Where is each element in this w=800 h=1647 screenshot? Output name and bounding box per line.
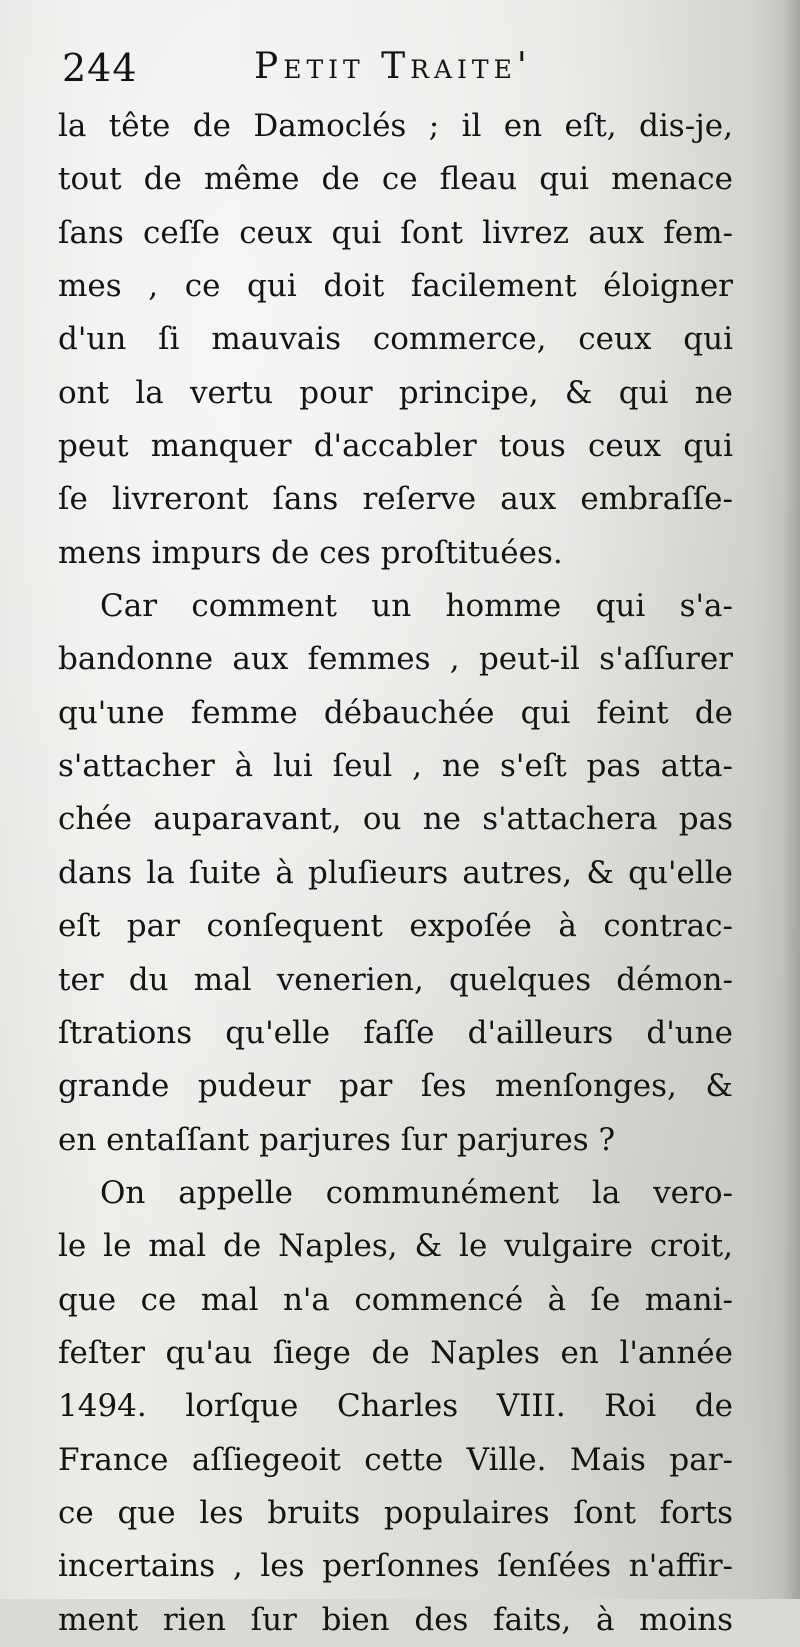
text-line: s'attacher à lui ſeul , ne s'eſt pas atta- [58,748,733,785]
text-line: d'un ſi mauvais commerce, ceux qui [58,321,733,358]
text-line: dans la ſuite à pluſieurs autres, & qu'elle [58,854,733,891]
body-text [58,100,733,1647]
text-line: bandonne aux femmes , peut-il s'aſſurer [58,641,733,678]
text-line: ter du mal venerien, quelques démon- [58,961,733,998]
text-line: eſt par conſequent expoſée à contrac- [58,908,733,945]
text-line: ſtrations qu'elle faſſe d'ailleurs d'une [58,1014,733,1051]
text-line: France aſſiegeoit cette Ville. Mais par- [58,1441,733,1478]
text-line: le le mal de Naples, & le vulgaire croit, [58,1228,733,1265]
page-gutter-shadow [782,0,800,1599]
text-line: ment rien ſur bien des faits, à moins [58,1601,733,1638]
text-line: 1494. lorſque Charles VIII. Roi de [58,1388,733,1425]
text-line: que ce mal n'a commencé à ſe mani- [58,1281,733,1318]
running-title: Petit Traite' [254,46,532,87]
page-number: 244 [62,46,138,90]
text-line: ce que les bruits populaires ſont forts [58,1494,733,1531]
text-line: tout de même de ce fleau qui menace [58,161,733,198]
page-header [62,46,742,98]
text-line: incertains , les perſonnes ſenſées n'affir- [58,1548,733,1585]
text-line: qu'une femme débauchée qui feint de [58,694,733,731]
text-line: ſe livreront ſans reſerve aux embraſſe- [58,481,733,518]
text-line: ſans ceſſe ceux qui ſont livrez aux fem- [58,214,733,251]
text-line: en entaſſant parjures ſur parjures ? [58,1121,616,1158]
text-line: mes , ce qui doit facilement éloigner [58,268,733,305]
text-line: peut manquer d'accabler tous ceux qui [58,428,733,465]
text-line: ont la vertu pour principe, & qui ne [58,374,733,411]
text-line: la tête de Damoclés ; il en eſt, dis-je, [58,108,733,144]
text-line: mens impurs de ces proſtituées. [58,534,563,571]
paragraph-start-line: On appelle communément la vero- [100,1174,733,1211]
paragraph-start-line: Car comment un homme qui s'a- [100,588,733,625]
text-line: grande pudeur par ſes menſonges, & [58,1068,733,1105]
text-line: feſter qu'au ſiege de Naples en l'année [58,1334,733,1371]
text-line: chée auparavant, ou ne s'attachera pas [58,801,733,838]
